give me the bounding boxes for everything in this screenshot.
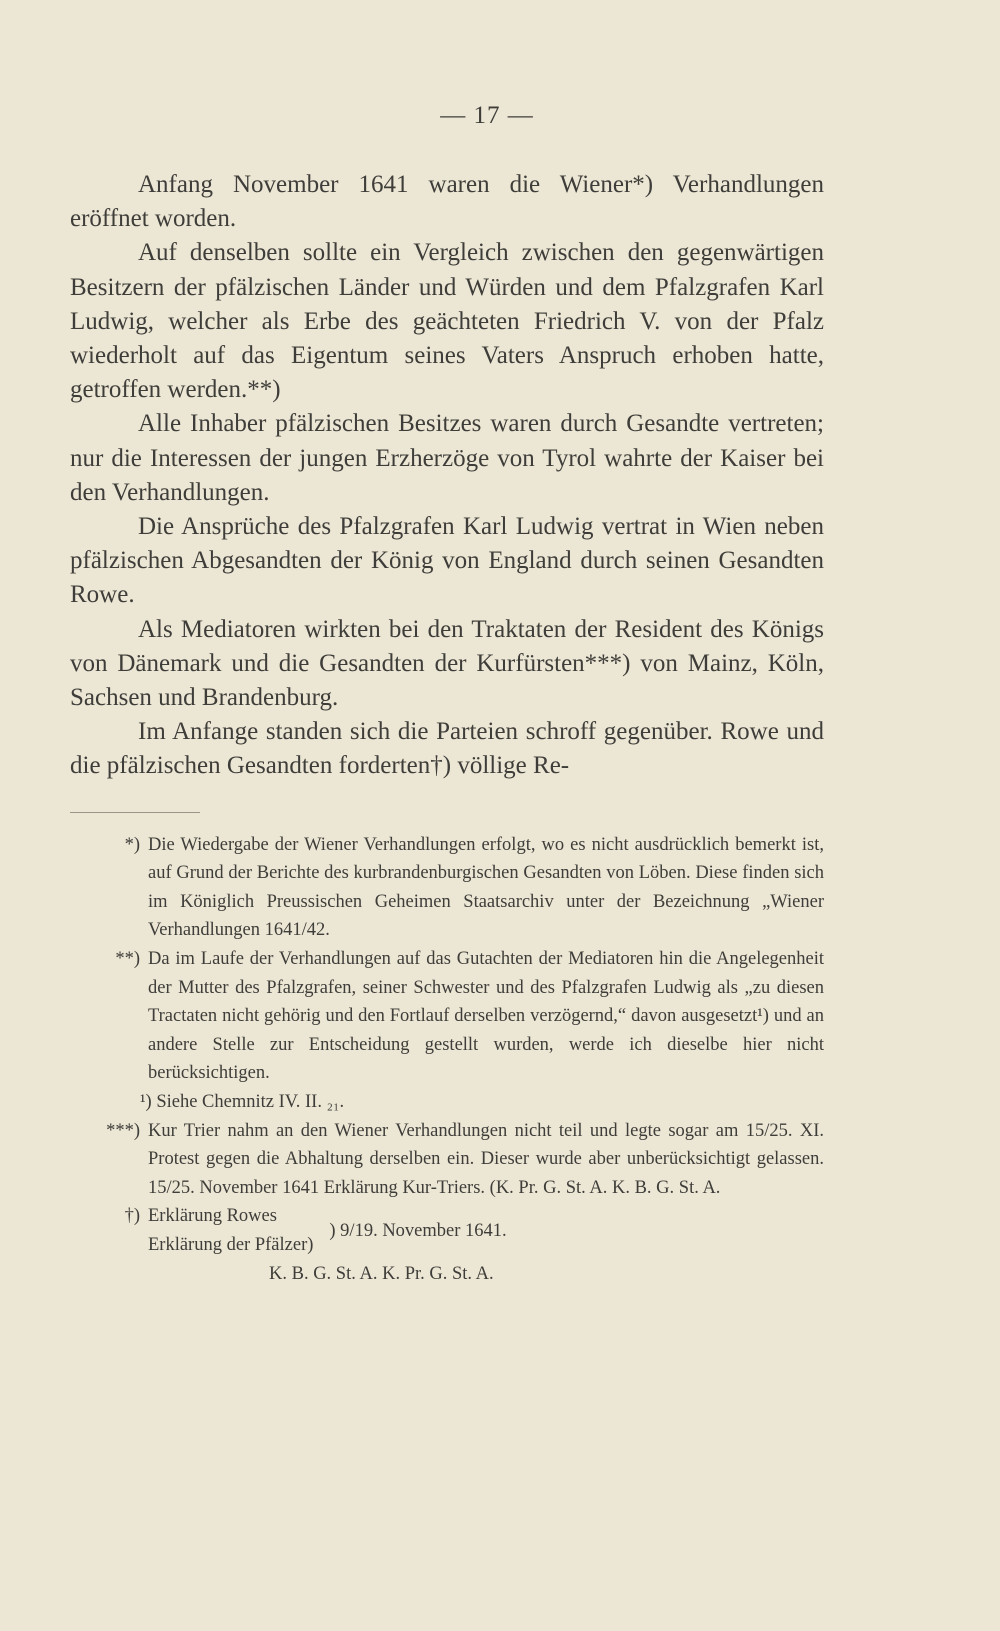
footnote-4-sources: K. B. G. St. A. K. Pr. G. St. A. <box>269 1263 494 1284</box>
footnotes <box>70 831 824 1289</box>
paragraph: Auf denselben sollte ein Vergleich zwischen den gegenwärtigen Besitzern der pfälzischen Länder und Würden und dem Pfalzgrafen Karl Ludwig, welcher als Erbe des geächteten Friedrich V. von der Pfalz wiederholt auf das Eigentum seines Vaters Anspruch erhoben hatte, getroffen werden.**) <box>70 239 824 404</box>
paragraph: Alle Inhaber pfälzischen Besitzes waren durch Gesandte vertreten; nur die Interessen der jungen Erzherzöge von Tyrol wahrte der Kaiser bei den Verhandlungen. <box>70 410 824 506</box>
footnote-4 <box>70 1202 824 1259</box>
footnote-text: Die Wiedergabe der Wiener Verhandlungen erfolgt, wo es nicht ausdrücklich bemerkt ist, auf Grund der Berichte des kurbrandenburgischen Gesandten von Löben. Diese finden sich im Königlich Preussischen Geheimen Staatsarchiv unter der Bezeichnung „Wiener Verhandlungen 1641/42. <box>148 834 824 941</box>
footnote-mark: *) <box>124 834 140 855</box>
paragraph: Anfang November 1641 waren die Wiener*) Verhandlungen eröffnet worden. <box>70 171 824 233</box>
footnote-mark: ***) <box>106 1120 140 1141</box>
footnote-2-subnote: ¹) Siehe Chemnitz IV. II. ₂₁. <box>140 1092 345 1112</box>
paragraph: Die Ansprüche des Pfalzgrafen Karl Ludwig vertrat in Wien neben pfälzischen Abgesandten der König von England durch seinen Gesandten Rowe. <box>70 513 824 609</box>
paragraph: Im Anfange standen sich die Parteien schroff gegenüber. Rowe und die pfälzischen Gesandten forderten†) völlige Re- <box>70 718 824 780</box>
footnote-text: Da im Laufe der Verhandlungen auf das Gutachten der Mediatoren hin die Angelegenheit der Mutter des Pfalzgrafen, seiner Schwester und des Pfalzgrafen Ludwig als „zu diesen Tractaten nicht gehörig und den Fortlauf derselben verzögernd,“ davon ausgesetzt¹) und an andere Stelle zur Entscheidung gestellt wurden, werde ich dieselbe hier nicht berücksichtigen. <box>148 949 824 1084</box>
footnote-2 <box>70 945 824 1088</box>
footnote-mark: †) <box>124 1206 140 1227</box>
footnote-line: Erklärung der Pfälzer) <box>148 1234 314 1255</box>
footnote-3 <box>70 1117 824 1203</box>
footnote-line: Erklärung Rowes <box>148 1206 277 1227</box>
paragraph: Als Mediatoren wirkten bei den Traktaten der Resident des Königs von Dänemark und die Gesandten der Kurfürsten***) von Mainz, Köln, Sachsen und Brandenburg. <box>70 615 824 712</box>
footnote-1 <box>70 831 824 945</box>
main-text <box>70 168 824 784</box>
footnote-mark: **) <box>115 949 140 970</box>
footnote-text: Kur Trier nahm an den Wiener Verhandlungen nicht teil und legte sogar am 15/25. XI. Protest gegen die Abhaltung derselben ein. Dieser wurde aber unberücksichtigt gelassen. 15/25. November 1641 Erklärung Kur-Triers. (K. Pr. G. St. A. K. B. G. St. A. <box>148 1120 824 1198</box>
page-number: — 17 — <box>440 102 534 129</box>
footnote-date: ) 9/19. November 1641. <box>329 1220 507 1241</box>
footnote-separator <box>70 812 200 813</box>
